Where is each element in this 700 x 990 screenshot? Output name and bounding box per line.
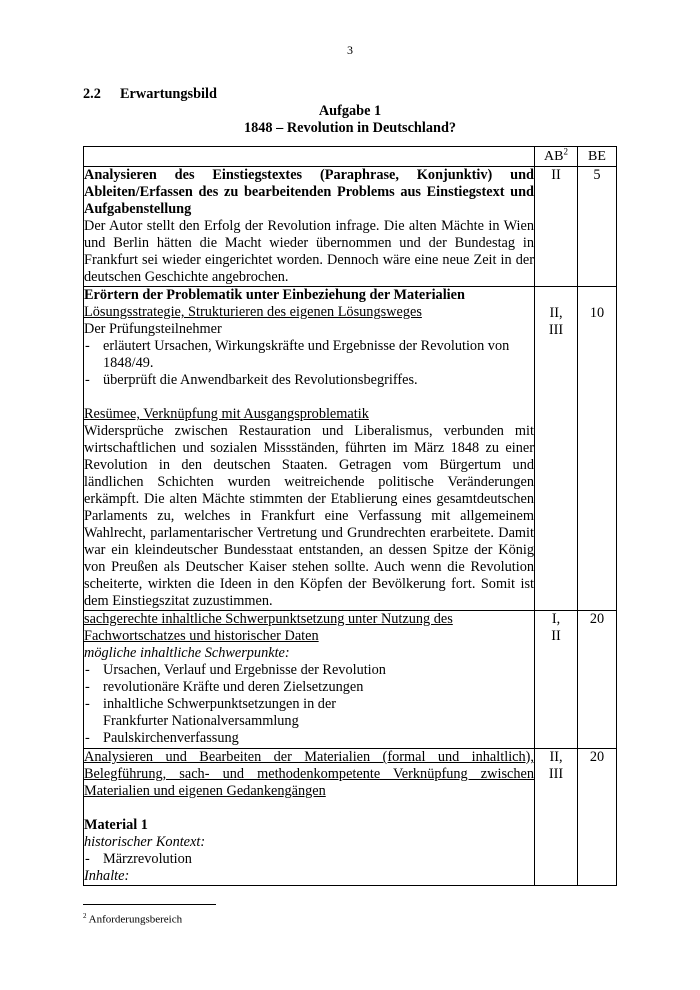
footnote-mark: 2 — [563, 146, 568, 157]
table-row — [84, 287, 617, 611]
row2-content — [84, 287, 535, 611]
row3-ab: I, II — [535, 611, 578, 749]
list-item: - Paulskirchenverfassung — [84, 730, 534, 747]
row1-text: Der Autor stellt den Erfolg der Revolution infrage. Die alten Mächte in Wien und Berlin hätten die Macht wieder übernommen und der Bundestag in Frankfurt sei wieder eingerichtet worden. Dennoch wäre eine neue Zeit in der deutschen Geschichte angebrochen. — [84, 218, 534, 285]
expectation-table — [83, 146, 617, 886]
table-row — [84, 749, 617, 886]
context-list — [84, 851, 534, 868]
row2-be: 10 — [578, 287, 617, 611]
footnote — [83, 910, 182, 927]
material-title: Material 1 — [84, 817, 148, 833]
context-label: historischer Kontext: — [84, 834, 206, 850]
row4-content — [84, 749, 535, 886]
list-item: - revolutionäre Kräfte und deren Zielsetzungen — [84, 679, 534, 696]
footnote-rule — [83, 904, 216, 905]
row4-ab: II, III — [535, 749, 578, 886]
row2-summary-heading: Resümee, Verknüpfung mit Ausgangsproblematik — [84, 406, 369, 422]
row2-summary: Widersprüche zwischen Restauration und Liberalismus, verbunden mit wirtschaftlichen und sozialen Missständen, führten im März 1848 zu einer Revolution in den deutschen Staaten. Getragen vom Bürgertum und ländlichen Schichten wurden weitreichende politische Veränderungen erkämpft. Die alten Mächte stimmten der Etablierung eines gesamtdeutschen Parlaments zu, welches in Frankfurt eine Verfassung mit allgemeinem Wahlrecht, parlamentarischer Vertretung und Grundrechten erarbeitete. Damit war ein kleindeutscher Bundesstaat entstanden, an dessen Spitze der König von Preußen als Deutscher Kaiser stehen sollte. Auch wenn die Revolution scheiterte, wirkten die Ideen in den Köpfen der Bevölkerung fort. Somit ist dem Einstiegszitat zuzustimmen. — [84, 423, 534, 609]
list-item: - Ursachen, Verlauf und Ergebnisse der Revolution — [84, 662, 534, 679]
list-item: - Märzrevolution — [84, 851, 534, 868]
row3-list — [84, 662, 534, 747]
row4-be: 20 — [578, 749, 617, 886]
table-header-row — [84, 147, 617, 167]
table-row — [84, 611, 617, 749]
row3-heading-line2: Fachwortschatzes und historischer Daten — [84, 628, 319, 644]
header-ab: $AB^2$ — [535, 147, 578, 167]
footnote-number: 2 — [83, 912, 87, 920]
list-item: - inhaltliche Schwerpunktsetzungen in der Frankfurter Nationalversammlung — [84, 696, 534, 730]
section-heading — [83, 86, 217, 103]
row2-strategy: Lösungsstrategie, Strukturieren des eigenen Lösungsweges — [84, 304, 422, 320]
header-blank-cell — [84, 147, 535, 167]
footnote-text: Anforderungsbereich — [88, 913, 183, 926]
section-number: 2.2 — [83, 86, 101, 102]
row3-sub: mögliche inhaltliche Schwerpunkte: — [84, 645, 290, 661]
page-number: 3 — [347, 43, 353, 57]
table-row — [84, 167, 617, 287]
row3-heading-line1: sachgerechte inhaltliche Schwerpunktsetzung unter Nutzung des — [84, 611, 453, 627]
header-be: BE — [578, 147, 617, 167]
row2-ab: II, III — [535, 287, 578, 611]
row3-content — [84, 611, 535, 749]
row4-heading: Analysieren und Bearbeiten der Materialien (formal und inhaltlich), Belegführung, sach- und methodenkompetente Verknüpfung zwischen Materialien und eigenen Gedankengängen — [84, 749, 534, 799]
list-item: - erläutert Ursachen, Wirkungskräfte und Ergebnisse der Revolution von 1848/49. — [84, 338, 534, 372]
row1-heading: Analysieren des Einstiegstextes (Paraphrase, Konjunktiv) und Ableiten/Erfassen des zu bearbeitenden Problems aus Einstiegstext und Aufgabenstellung — [84, 167, 534, 217]
list-item: - überprüft die Anwendbarkeit des Revolutionsbegriffes. — [84, 372, 534, 389]
row1-content — [84, 167, 535, 287]
row1-ab: II — [535, 167, 578, 287]
row1-be: 5 — [578, 167, 617, 287]
task-subtitle: 1848 – Revolution in Deutschland? — [243, 120, 457, 136]
row2-intro: Der Prüfungsteilnehmer — [84, 321, 222, 337]
task-title: Aufgabe 1 — [318, 103, 382, 119]
row2-heading: Erörtern der Problematik unter Einbeziehung der Materialien — [84, 287, 465, 303]
section-title: Erwartungsbild — [120, 86, 217, 102]
row2-list — [84, 338, 534, 389]
content-label: Inhalte: — [84, 868, 130, 884]
row3-be: 20 — [578, 611, 617, 749]
